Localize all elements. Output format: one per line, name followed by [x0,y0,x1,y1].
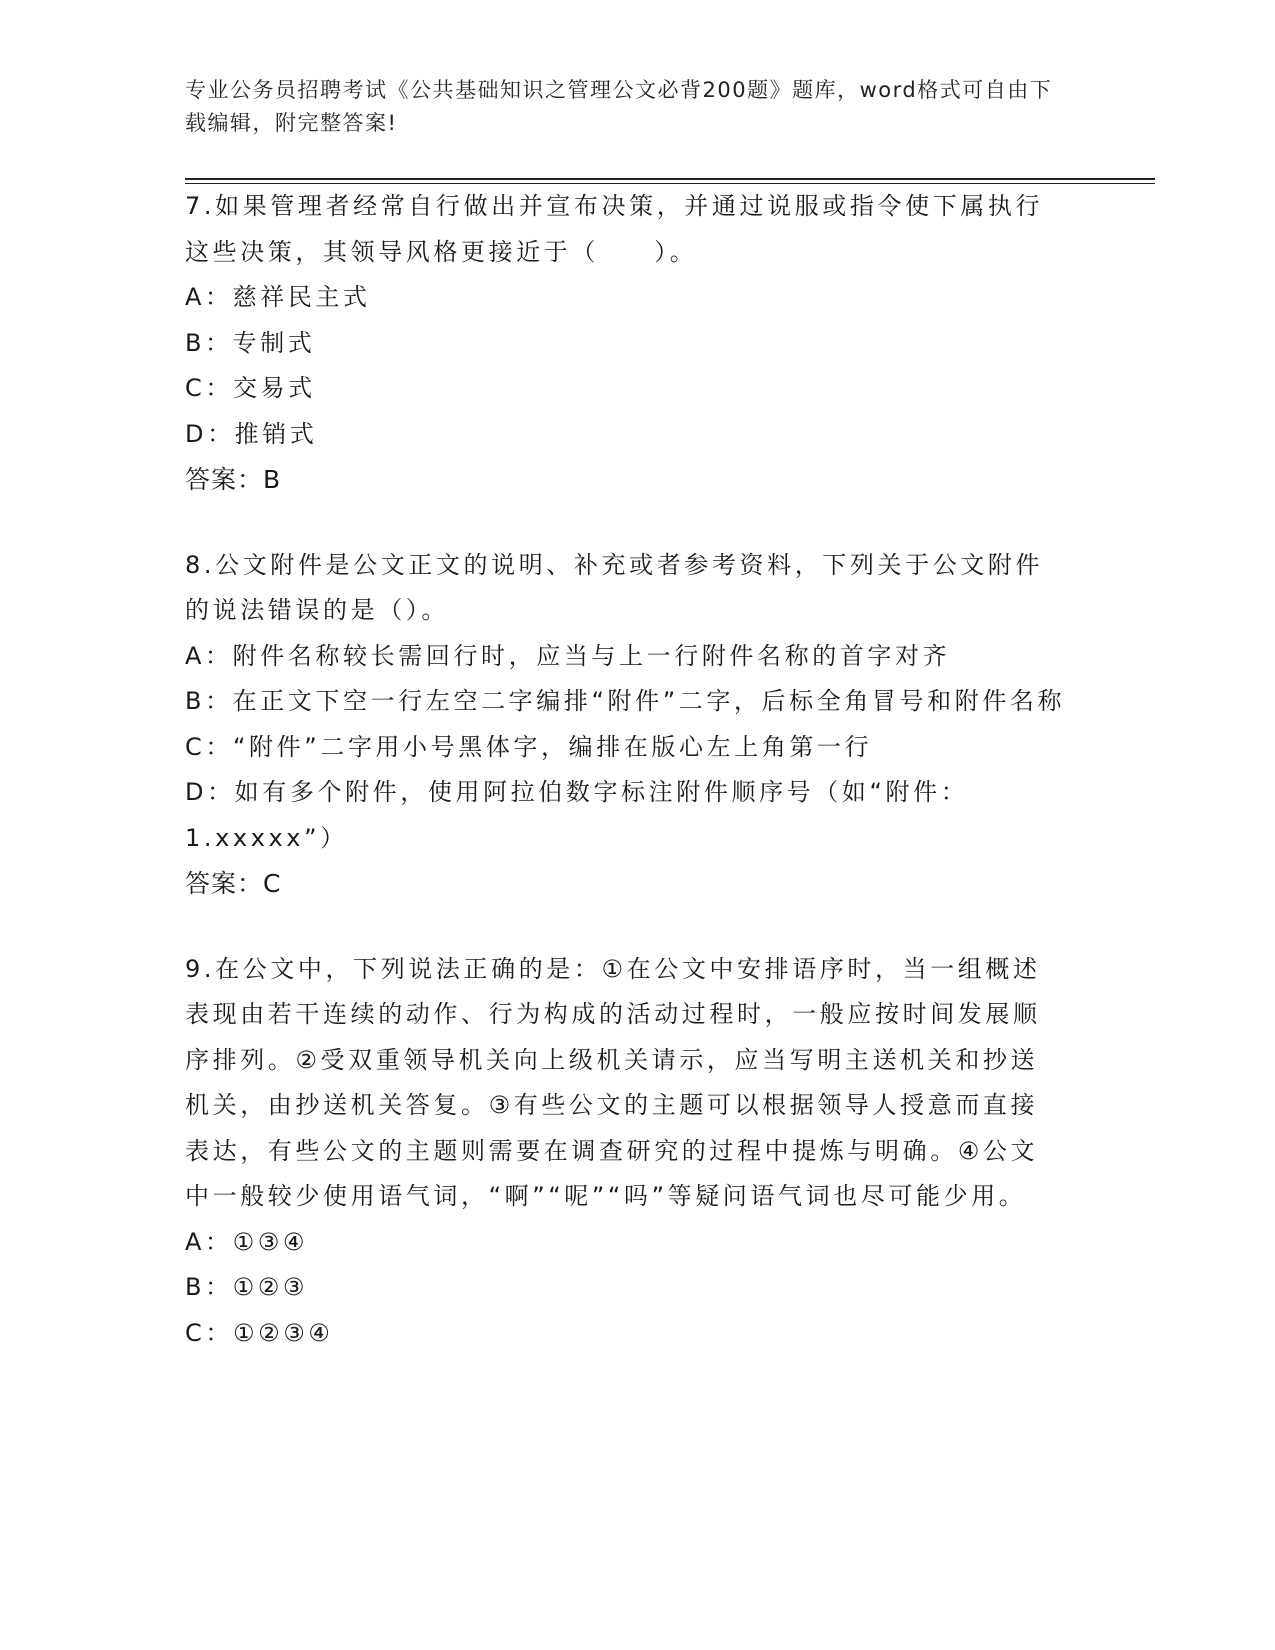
option-a: A：附件名称较长需回行时，应当与上一行附件名称的首字对齐 [185,641,951,670]
answer-line [185,457,1155,503]
answer-label: 答案： [185,465,264,494]
option-c: C：①②③④ [185,1318,334,1347]
question-9 [185,947,1155,1357]
option-b: B：专制式 [185,328,316,357]
question-stem: 9.在公文中，下列说法正确的是：①在公文中安排语序时，当一组概述表现由若干连续的动作、行为构成的活动过程时，一般应按时间发展顺序排列。②受双重领导机关向上级机关请示，应当写明主送机关和抄送机关，由抄送机关答复。③有些公文的主题可以根据领导人授意而直接表达，有些公文的主题则需要在调查研究的过程中提炼与明确。④公文中一般较少使用语气词，“啊”“呢”“吗”等疑问语气词也尽可能少用。 [185,954,1041,1210]
answer-value: B [263,465,282,494]
option-a: A：慈祥民主式 [185,283,371,311]
header-divider-thick [185,178,1155,180]
option-c: C：“附件”二字用小号黑体字，编排在版心左上角第一行 [185,732,873,761]
question-list [185,184,1155,1396]
answer-label: 答案： [185,869,264,898]
answer-line [185,861,1155,907]
question-7 [185,184,1155,503]
option-d: D：推销式 [185,419,318,448]
option-a: A：①③④ [185,1227,308,1256]
option-d: D：如有多个附件，使用阿拉伯数字标注附件顺序号（如“附件：1.xxxxx”） [185,778,969,852]
question-stem: 7.如果管理者经常自行做出并宣布决策，并通过说服或指令使下属执行这些决策，其领导风格更接近于（ ）。 [185,192,1044,266]
document-page [185,74,1155,1347]
option-b: B：在正文下空一行左空二字编排“附件”二字，后标全角冒号和附件名称 [185,687,1066,715]
answer-value: C [263,869,282,898]
question-stem: 8.公文附件是公文正文的说明、补充或者参考资料，下列关于公文附件的说法错误的是（）。 [185,550,1044,624]
option-b: B：①②③ [185,1273,309,1301]
question-8 [185,543,1155,907]
option-c: C：交易式 [185,374,316,402]
document-header: 专业公务员招聘考试《公共基础知识之管理公文必背200题》题库，word格式可自由下载编辑，附完整答案! [185,78,1053,135]
